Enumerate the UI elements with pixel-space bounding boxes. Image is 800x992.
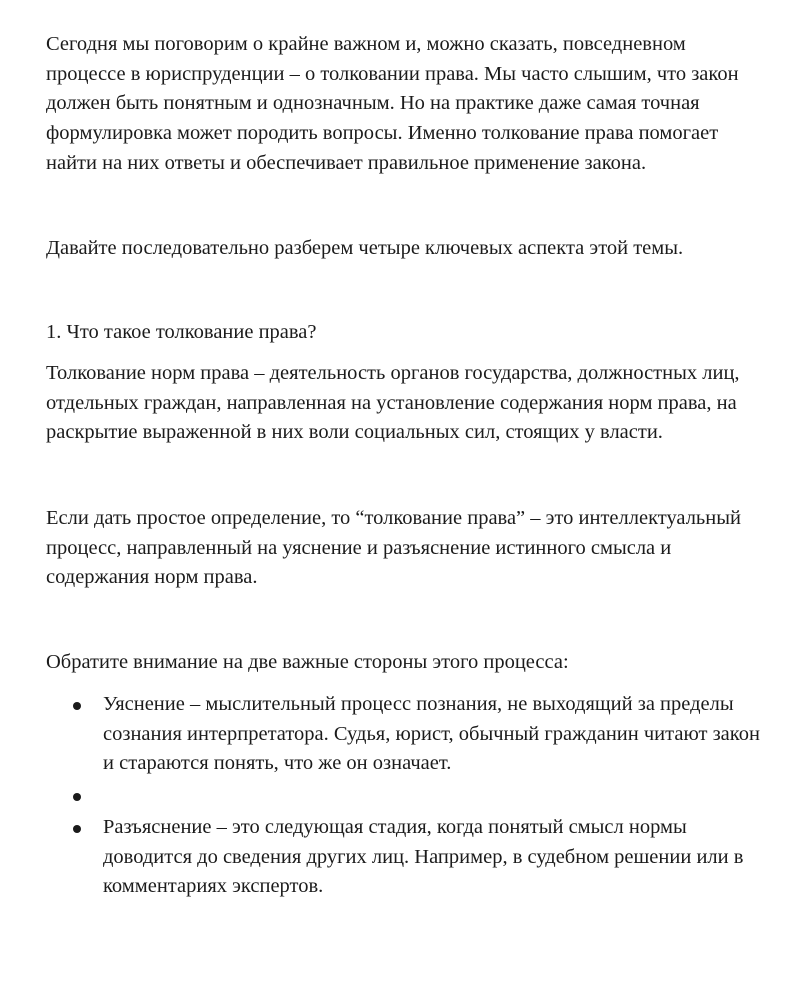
bullet-icon — [73, 702, 81, 710]
list-item-text: Уяснение – мыслительный процесс познания, не выходящий за пределы сознания интерпретатора. Судья, юрист, обычный гражданин читают закон и стараются понять, что же он означает. — [103, 692, 760, 775]
aspects-list — [46, 690, 766, 902]
plan-paragraph: Давайте последовательно разберем четыре ключевых аспекта этой темы. — [46, 236, 684, 259]
list-item — [46, 813, 766, 902]
list-item — [46, 690, 766, 779]
list-item — [46, 781, 766, 811]
intro-paragraph: Сегодня мы поговорим о крайне важном и, можно сказать, повседневном процессе в юриспруденции – о толковании права. Мы часто слышим, что закон должен быть понятным и однозначным. Но на практике даже самая точная формулировка может породить вопросы. Именно толкование права помогает найти на них ответы и обеспечивает правильное применение закона. — [46, 33, 739, 174]
bullet-icon — [73, 793, 81, 801]
document-body — [46, 30, 766, 904]
list-item-text: Разъяснение – это следующая стадия, когда понятый смысл нормы доводится до сведения других лиц. Например, в судебном решении или в комментариях экспертов. — [103, 815, 744, 898]
definition-paragraph: Толкование норм права – деятельность органов государства, должностных лиц, отдельных граждан, направленная на установление содержания норм права, на раскрытие выраженной в них воли социальных сил, стоящих у власти. — [46, 361, 740, 444]
bullet-icon — [73, 825, 81, 833]
simple-definition-paragraph: Если дать простое определение, то “толкование права” – это интеллектуальный процесс, направленный на уяснение и разъяснение истинного смысла и содержания норм права. — [46, 507, 741, 589]
section-1-heading: 1. Что такое толкование права? — [46, 321, 317, 344]
attention-paragraph: Обратите внимание на две важные стороны этого процесса: — [46, 651, 569, 674]
